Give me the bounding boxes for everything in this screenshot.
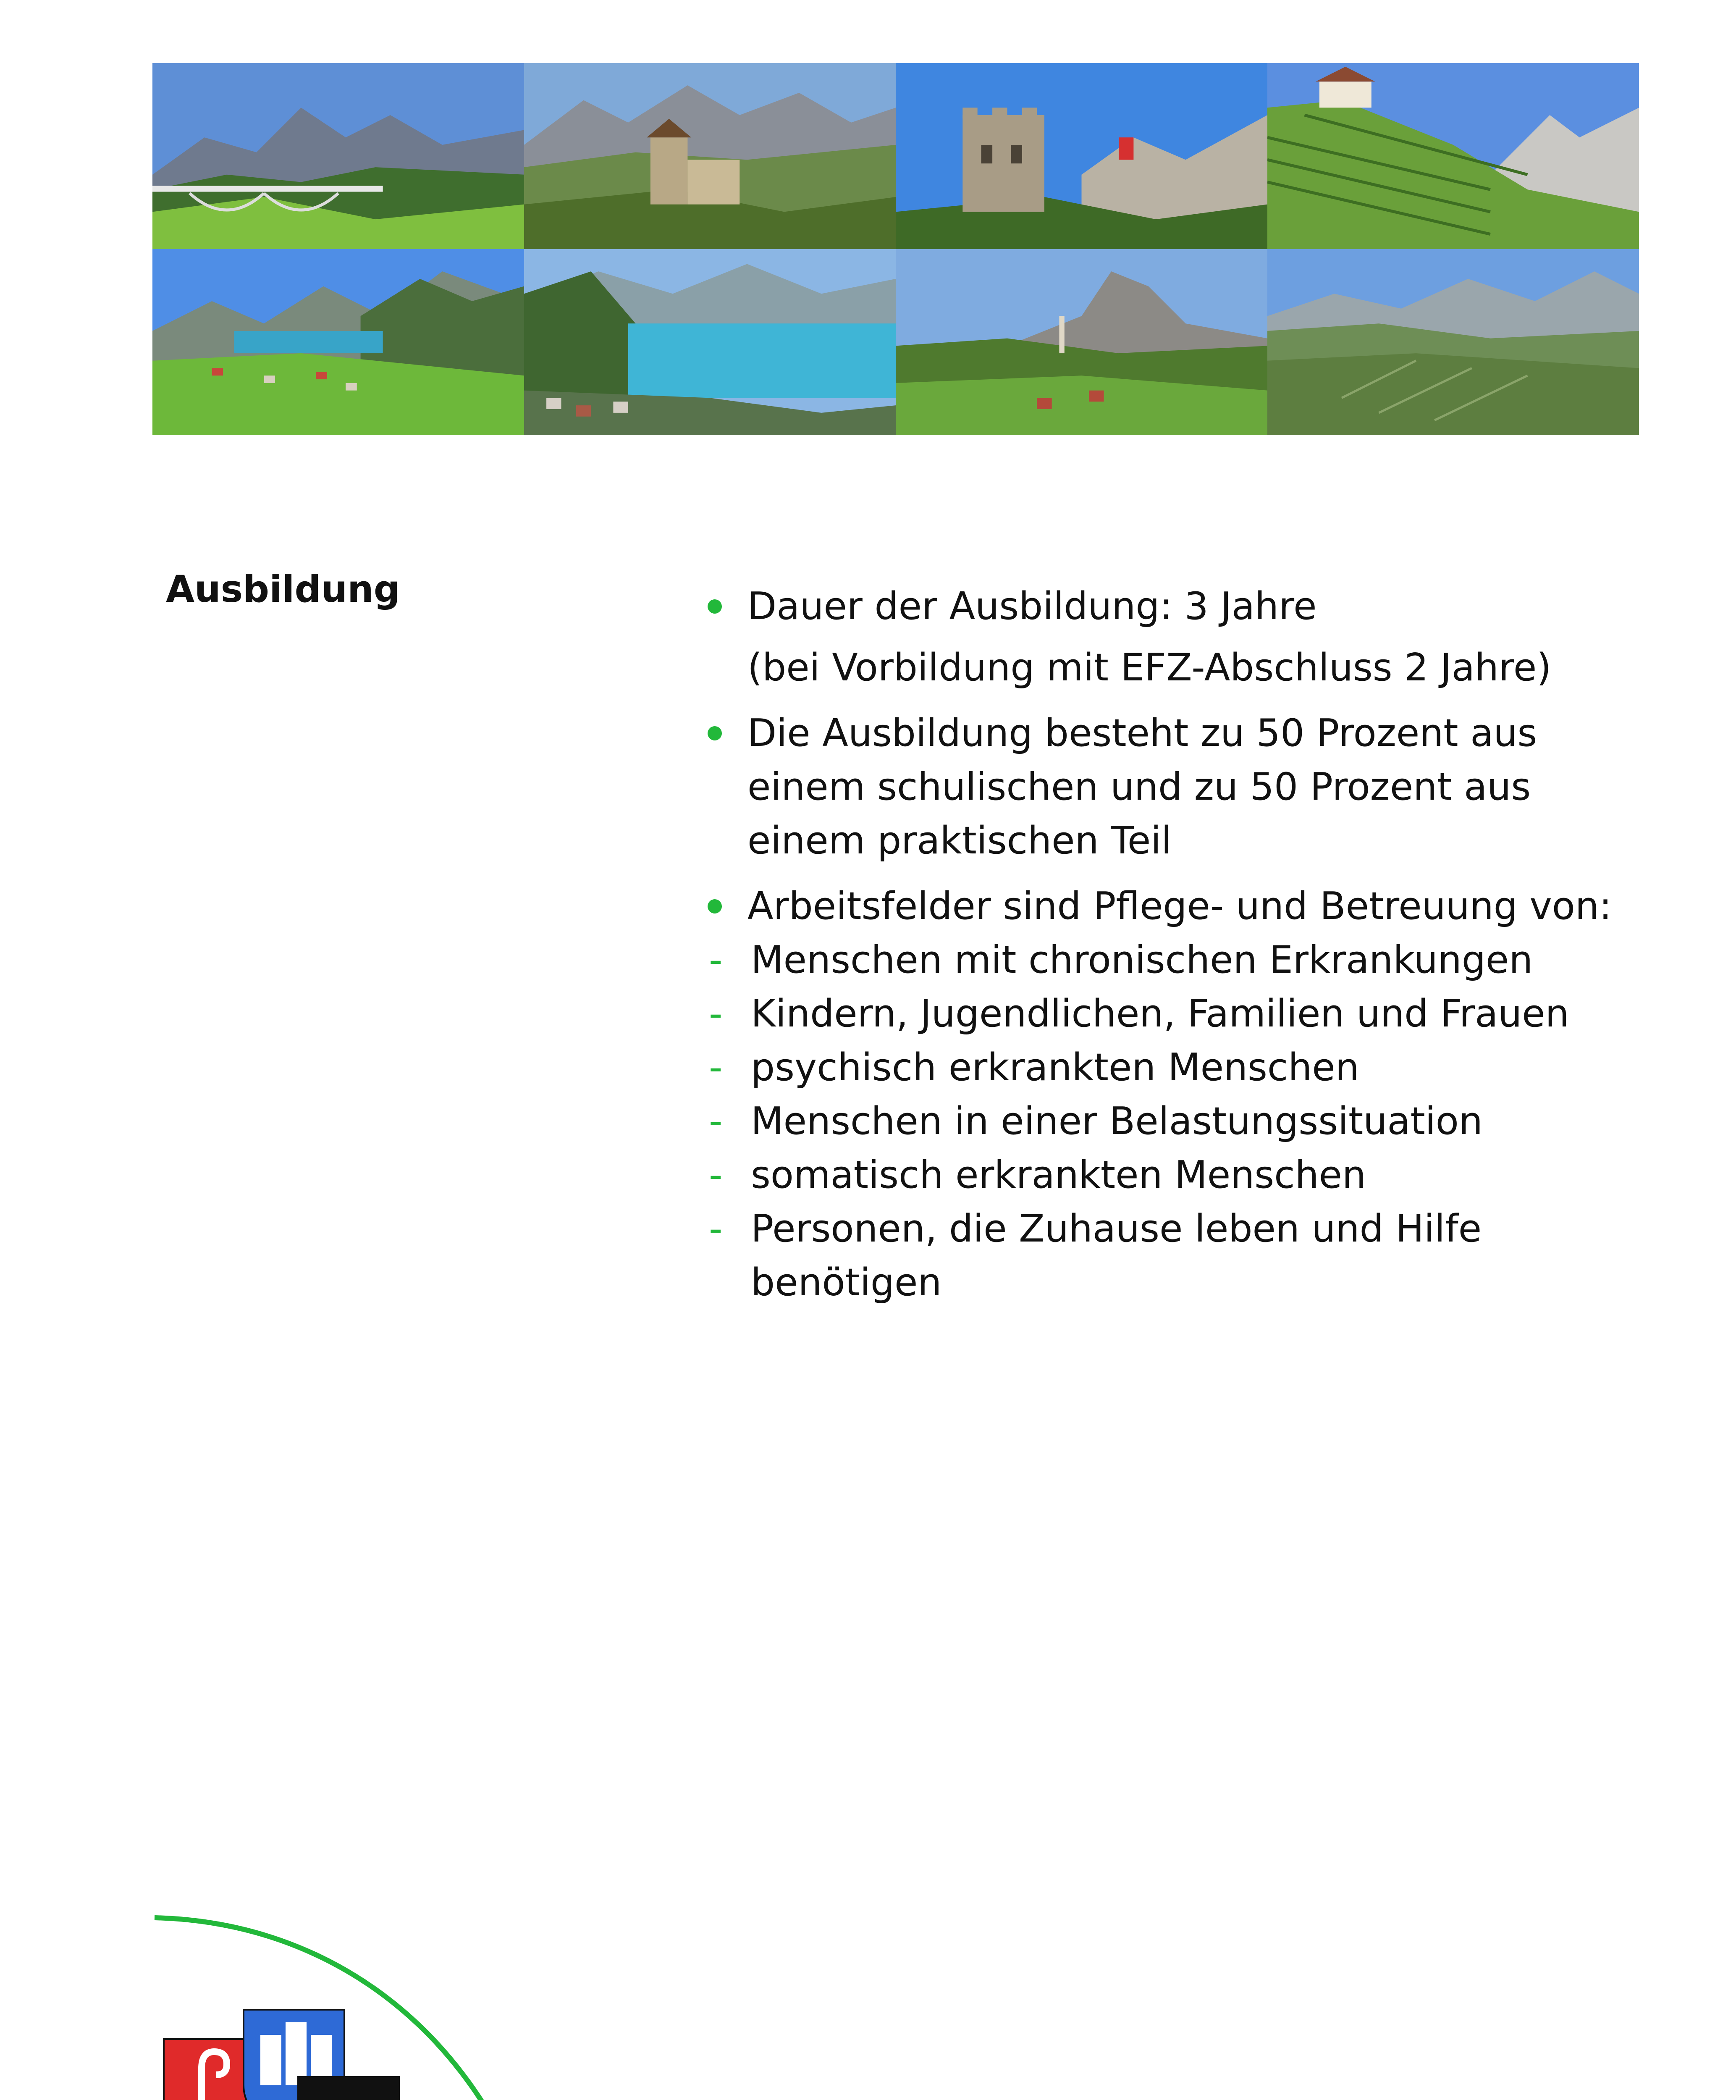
bullet-list (705, 580, 1655, 933)
section-label: Ausbildung (166, 567, 400, 611)
list-item (705, 1202, 1655, 1310)
castle-valley-photo (524, 63, 896, 249)
dash-icon: - (709, 1099, 723, 1143)
header-photo-grid (152, 63, 1639, 435)
list-item-text: somatisch erkrankten Menschen (751, 1153, 1366, 1197)
bullet-item-duration (705, 580, 1655, 695)
list-item-text: Menschen in einer Belastungssituation (751, 1099, 1483, 1143)
list-item (705, 1041, 1655, 1095)
coat-of-arms-red-crozier (164, 2039, 248, 2100)
bullet-dot-icon (708, 599, 722, 614)
list-item (705, 1148, 1655, 1202)
village-peak-photo (896, 249, 1267, 435)
dash-icon: - (709, 1207, 723, 1251)
dash-icon: - (709, 1153, 723, 1197)
content-list (705, 580, 1655, 1310)
dash-icon: - (709, 938, 723, 982)
bullet-dot-icon (708, 726, 722, 740)
lake-town-photo (524, 249, 896, 435)
list-item-text: Kindern, Jugendlichen, Familien und Frauen (751, 992, 1569, 1036)
bullet-text: Dauer der Ausbildung: 3 Jahre (747, 584, 1317, 628)
bridge-mountains-photo (152, 63, 524, 249)
list-item (705, 1095, 1655, 1148)
bullet-item-fields (705, 879, 1655, 933)
dash-icon: - (709, 1045, 723, 1089)
village-lake-photo (152, 249, 524, 435)
coat-of-arms-black-goose (298, 2077, 399, 2100)
vineyard-church-photo (1267, 63, 1639, 249)
bullet-subtext: (bei Vorbildung mit EFZ-Abschluss 2 Jahre) (747, 646, 1552, 690)
list-item-text: Menschen mit chronischen Erkrankungen (751, 938, 1533, 982)
list-item (705, 933, 1655, 987)
bullet-item-structure (705, 706, 1655, 868)
list-item-text: Personen, die Zuhause leben und Hilfe benötigen (751, 1207, 1482, 1305)
bullet-dot-icon (708, 899, 722, 914)
municipal-coats-of-arms-logo (160, 2006, 504, 2100)
valley-panorama-photo (1267, 249, 1639, 435)
bullet-text: Arbeitsfelder sind Pflege- und Betreuung von: (747, 884, 1612, 928)
dash-icon: - (709, 992, 723, 1036)
list-item-text: psychisch erkrankten Menschen (751, 1045, 1359, 1089)
list-item (705, 987, 1655, 1041)
bullet-text: Die Ausbildung besteht zu 50 Prozent aus einem schulischen und zu 50 Prozent aus einem praktischen Teil (747, 711, 1537, 863)
ruin-tower-photo (896, 63, 1267, 249)
dash-list (705, 933, 1655, 1310)
